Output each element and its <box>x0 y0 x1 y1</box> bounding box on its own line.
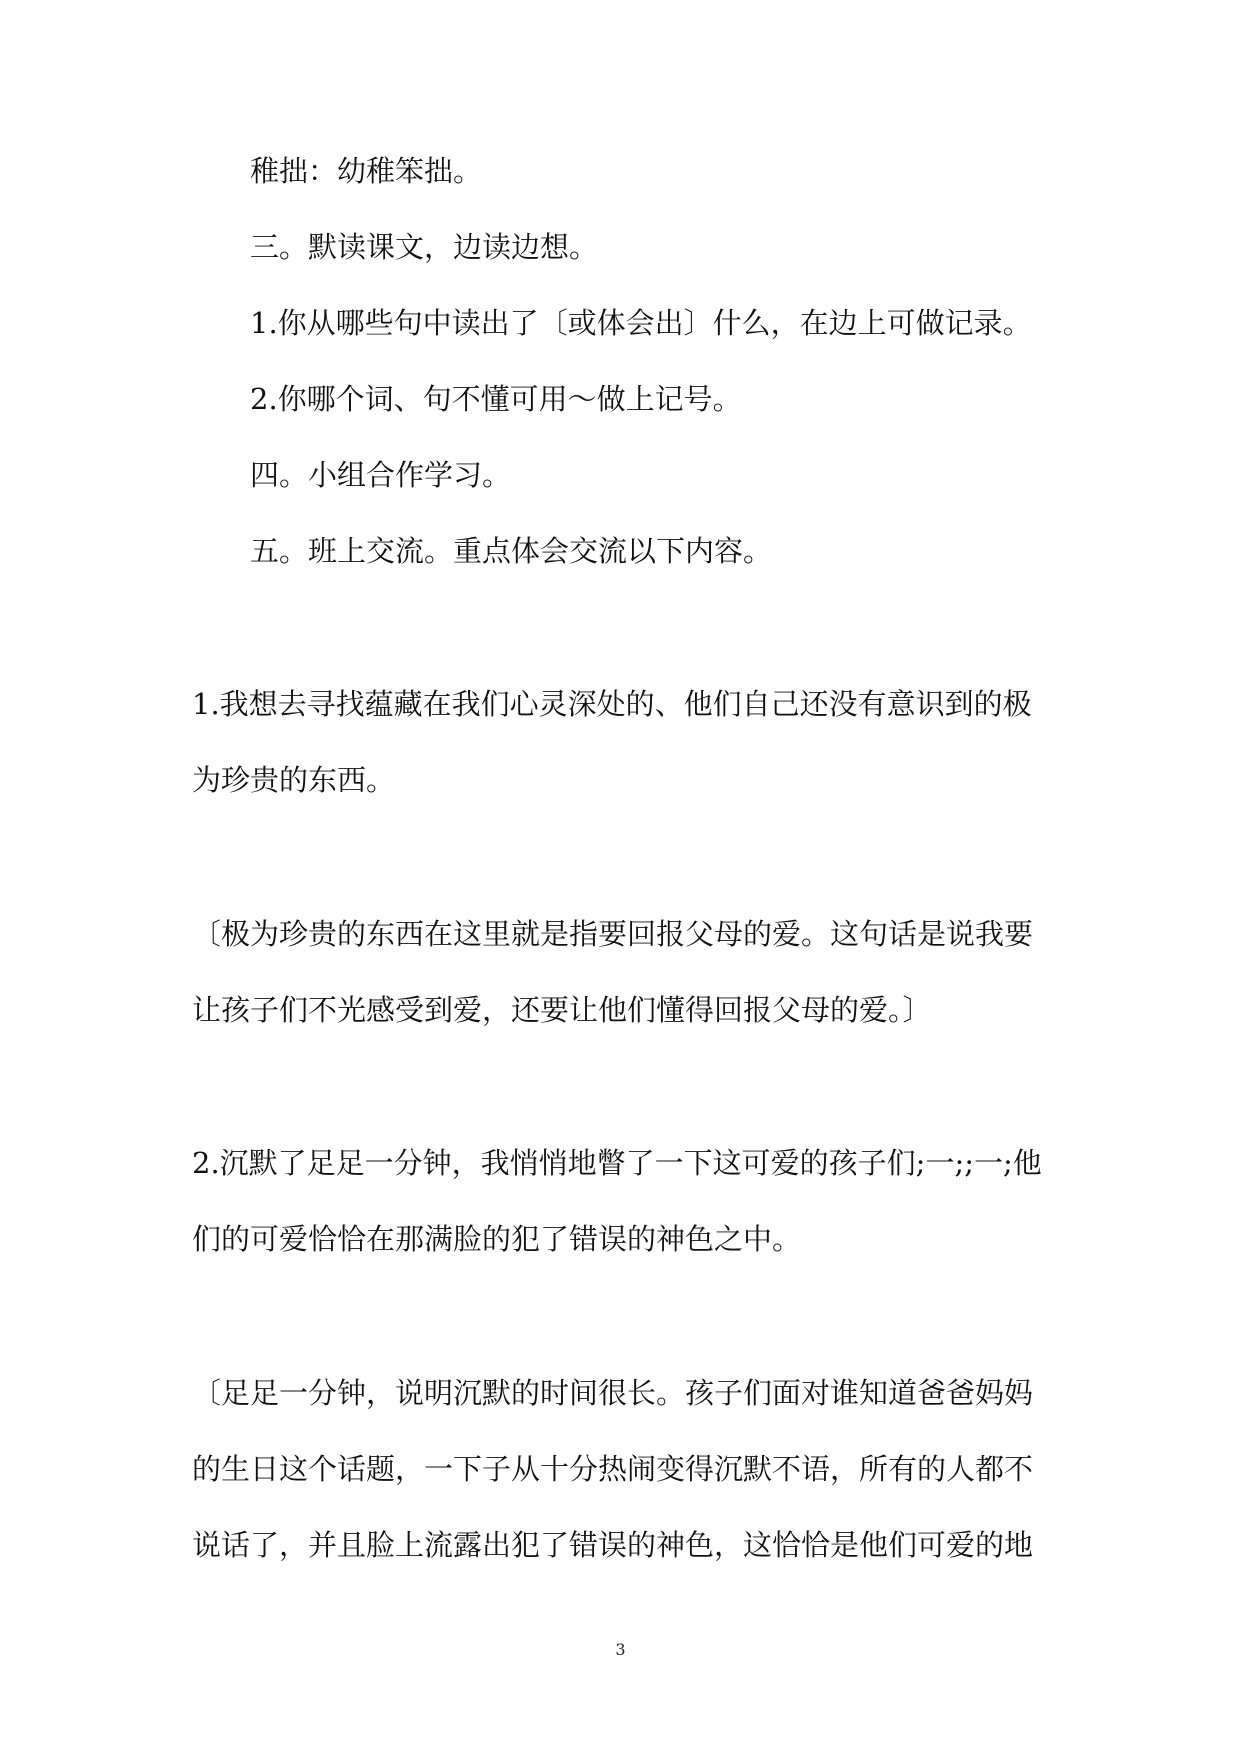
text-line: 说话了，并且脸上流露出犯了错误的神色，这恰恰是他们可爱的地 <box>192 1528 1034 1562</box>
text-line: 1.你从哪些句中读出了〔或体会出〕什么，在边上可做记录。 <box>250 306 1032 340</box>
text-line: 2.你哪个词、句不懂可用～做上记号。 <box>250 382 742 416</box>
text-line: 〔足足一分钟，说明沉默的时间很长。孩子们面对谁知道爸爸妈妈 <box>192 1376 1034 1410</box>
text-line: 1.我想去寻找蕴藏在我们心灵深处的、他们自己还没有意识到的极 <box>192 687 1032 721</box>
text-line: 四。小组合作学习。 <box>250 458 512 492</box>
text-line: 稚拙：幼稚笨拙。 <box>250 154 483 188</box>
text-line: 2.沉默了足足一分钟，我悄悄地瞥了一下这可爱的孩子们;一;;一;他 <box>192 1146 1042 1180</box>
text-line: 为珍贵的东西。 <box>192 763 396 797</box>
text-line: 三。默读课文，边读边想。 <box>250 230 599 264</box>
text-line: 的生日这个话题，一下子从十分热闹变得沉默不语，所有的人都不 <box>192 1452 1034 1486</box>
text-line: 让孩子们不光感受到爱，还要让他们懂得回报父母的爱。〕 <box>192 993 932 1027</box>
text-line: 们的可爱恰恰在那满脸的犯了错误的神色之中。 <box>192 1222 802 1256</box>
page-number: 3 <box>615 1640 626 1659</box>
text-line: 〔极为珍贵的东西在这里就是指要回报父母的爱。这句话是说我要 <box>192 917 1034 951</box>
text-line: 五。班上交流。重点体会交流以下内容。 <box>250 534 773 568</box>
